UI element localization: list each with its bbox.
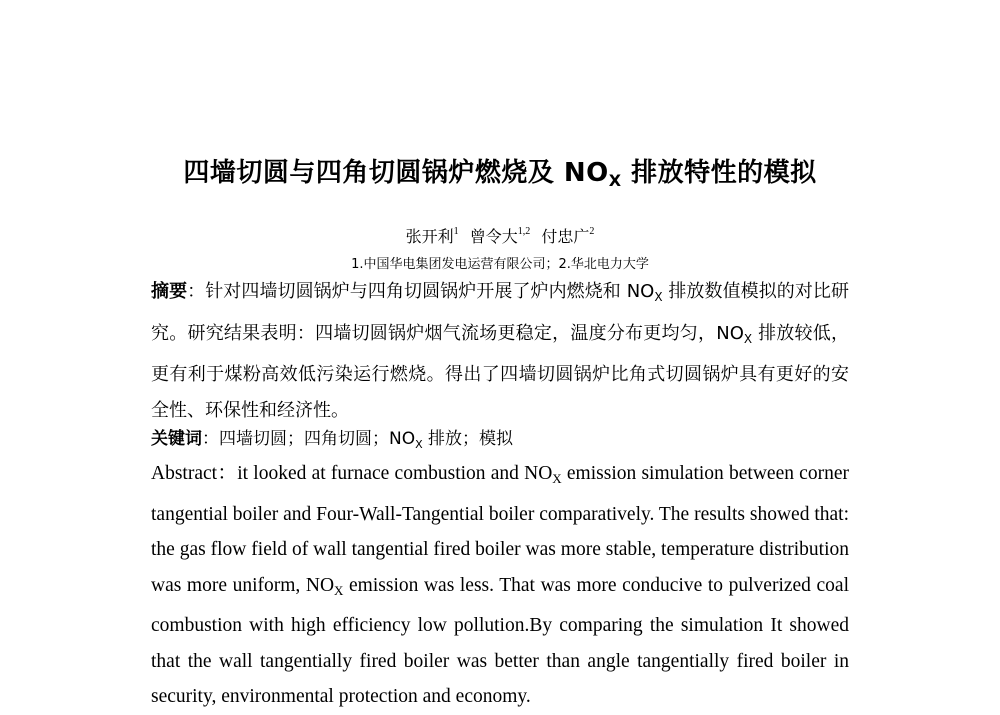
author: 付忠广$^2$ [541,226,595,246]
abstract-cn-label: 摘要 [151,281,188,302]
author: 张开利$^1$ [405,226,459,246]
author: 曾令大$^{1,2}$ [469,226,531,246]
title-text: 四墙切圆与四角切圆锅炉燃烧及 [183,158,564,188]
title-nox: NO [563,158,609,188]
paper-title [0,152,1000,190]
abstract-chinese: 摘要：针对四墙切圆锅炉与四角切圆锅炉开展了炉内燃烧和 $NO_X$ 排放数值模拟的对比研究。研究结果表明：四墙切圆锅炉烟气流场更稳定，温度分布更均匀，$NO_X$ 排放较低，更有利于煤粉高效低污染运行燃烧。得出了四墙切圆锅炉比角式切圆锅炉具有更好的安全性、环保性和经济性。 [151,281,850,421]
keywords: 关键词：四墙切圆；四角切圆；$NO_X$ 排放；模拟 [151,429,514,451]
keywords-label: 关键词 [151,429,202,449]
abstract-english: Abstract：it looked at furnace combustion and $NO_X$ emission simulation between corner tangential boiler and Four-Wall-Tangential boiler comparatively. The results showed that: the gas flow field of wall tangential fired boiler was more stable, temperature distribution was more uniform, $NO_X$ emission was less. That was more conducive to pulverized coal combustion with high efficiency low pollution.By comparing the simulation It showed that the wall tangentially fired boiler was better than angle tangentially fired boiler in security, environmental protection and economy. [151,463,849,707]
title-text-end: 排放特性的模拟 [621,158,817,188]
affiliations: 1.中国华电集团发电运营有限公司；2.华北电力大学 [351,257,649,272]
title-nox-subscript: X [608,171,622,190]
abstract-en-label: Abstract [151,463,218,484]
author-list [0,224,1000,247]
